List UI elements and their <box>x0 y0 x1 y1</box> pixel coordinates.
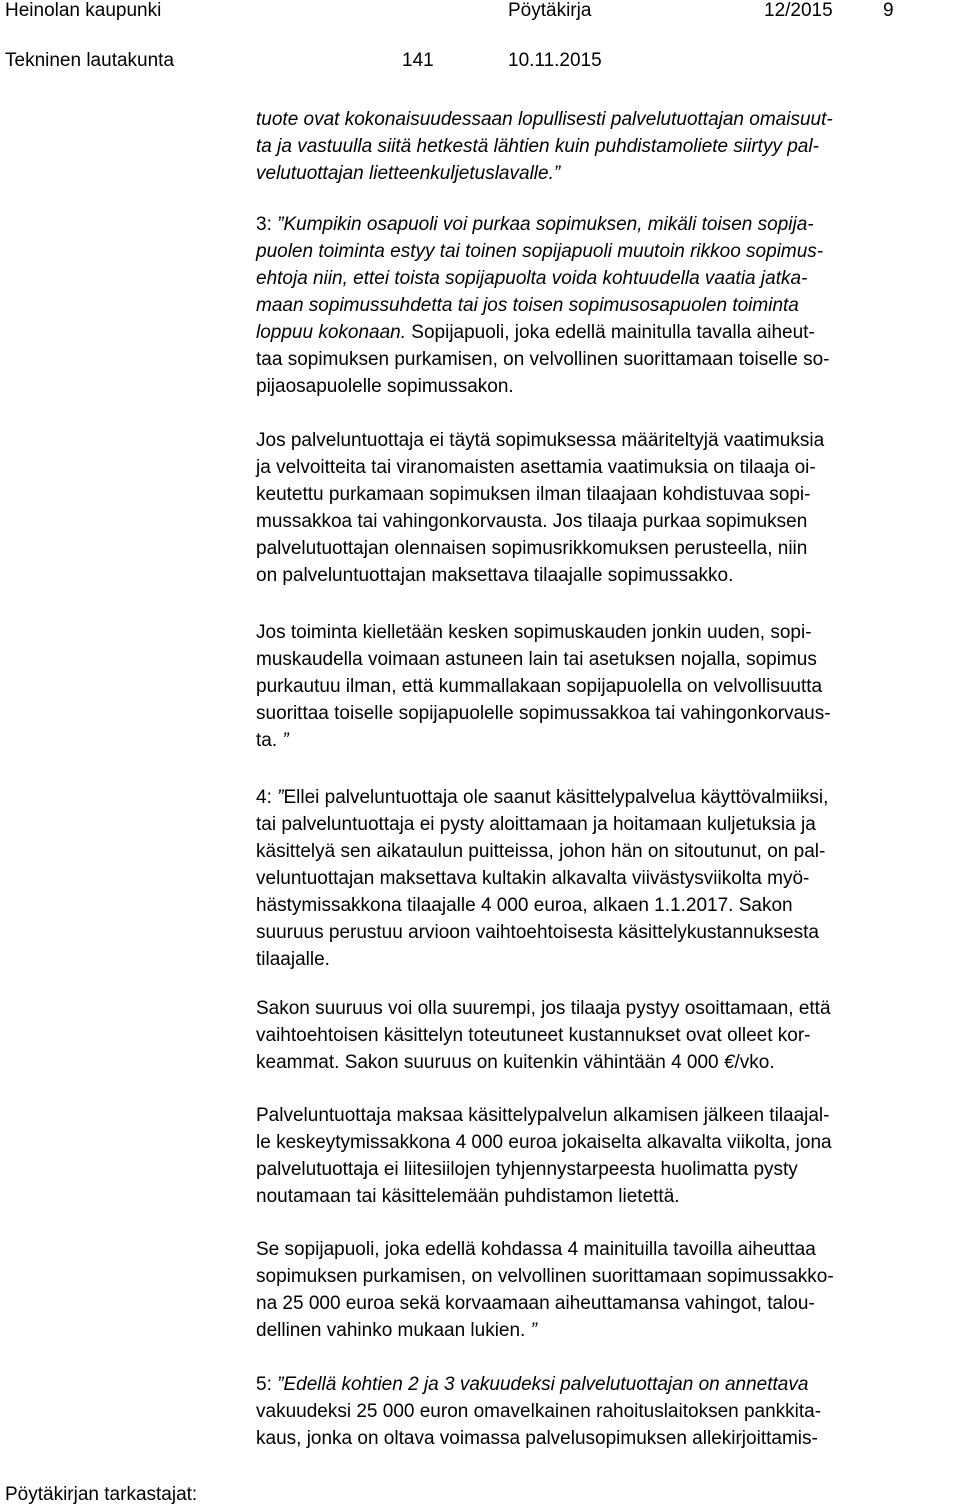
text-line <box>256 1236 816 1263</box>
header-date: 10.11.2015 <box>508 50 602 71</box>
text-segment: € <box>723 1052 735 1073</box>
text-line <box>256 1049 775 1076</box>
text-line <box>256 892 793 919</box>
text-line <box>256 727 289 754</box>
text-segment: vakuudeksi 25 000 euron omavelkainen rahoituslaitoksen pankkita- <box>256 1401 822 1422</box>
text-line <box>256 995 831 1022</box>
text-segment: na 25 000 euroa sekä korvaamaan aiheuttamansa vahingot, talou- <box>256 1293 815 1314</box>
text-line <box>256 1317 537 1344</box>
text-line <box>256 133 819 160</box>
text-line <box>256 646 817 673</box>
text-line <box>256 319 815 346</box>
text-segment: suuruus perustuu arvioon vaihtoehtoisesta käsittelykustannuksesta <box>256 922 819 943</box>
text-line <box>256 265 807 292</box>
header-section: 141 <box>402 50 434 71</box>
text-line <box>256 481 810 508</box>
text-segment: ”Kumpikin osapuoli voi purkaa sopimuksen, mikäli toisen sopija- <box>277 214 814 235</box>
text-segment: ” <box>277 787 284 808</box>
text-line <box>256 1398 821 1425</box>
text-line <box>256 1371 808 1398</box>
header-doc-type: Pöytäkirja <box>508 0 592 21</box>
text-line <box>256 454 816 481</box>
text-segment: pijaosapuolelle sopimussakon. <box>256 376 514 397</box>
text-line <box>256 700 831 727</box>
text-segment: tuote ovat kokonaisuudessaan lopullisesti palvelutuottajan omaisuut- <box>256 109 833 130</box>
text-segment: noutamaan tai käsittelemään puhdistamon lietettä. <box>256 1186 680 1207</box>
text-line <box>256 919 819 946</box>
text-line <box>256 346 829 373</box>
text-line <box>256 838 825 865</box>
text-segment: Ellei palveluntuottaja ole saanut käsittelypalvelua käyttövalmiiksi, <box>283 787 829 808</box>
text-line <box>256 865 809 892</box>
text-segment: puolen toiminta estyy tai toinen sopijapuoli muutoin rikkoo sopimus- <box>256 241 824 262</box>
text-line <box>256 1183 680 1210</box>
text-line <box>256 211 814 238</box>
text-line <box>256 946 330 973</box>
text-segment: /vko. <box>734 1052 775 1073</box>
text-segment: purkautuu ilman, että kummallakaan sopijapuolella on velvollisuutta <box>256 676 823 697</box>
header-board: Tekninen lautakunta <box>5 50 175 71</box>
text-segment: Palveluntuottaja maksaa käsittelypalvelun alkamisen jälkeen tilaajal- <box>256 1105 830 1126</box>
text-segment: hästymissakkona tilaajalle 4 000 euroa, alkaen 1.1.2017. Sakon <box>256 895 793 916</box>
text-segment: on palveluntuottajan maksettava tilaajalle sopimussakko. <box>256 565 734 586</box>
text-segment: ja velvoitteita tai viranomaisten asettamia vaatimuksia on tilaaja oi- <box>256 457 816 478</box>
text-segment: keutettu purkamaan sopimuksen ilman tilaajaan kohdistuvaa sopi- <box>256 484 811 505</box>
text-line <box>256 373 514 400</box>
text-segment: palvelutuottajan olennaisen sopimusrikkomuksen perusteella, niin <box>256 538 808 559</box>
text-line <box>256 811 816 838</box>
text-segment: ta. <box>256 730 278 751</box>
text-line <box>256 1290 815 1317</box>
text-segment: loppuu kokonaan. <box>256 322 407 343</box>
text-line <box>256 1425 818 1452</box>
text-segment: 3: <box>256 214 278 235</box>
text-segment: ” <box>277 730 289 751</box>
text-line <box>256 427 824 454</box>
text-segment: käsittelyä sen aikataulun puitteissa, johon hän on sitoutunut, on pal- <box>256 841 826 862</box>
text-segment: maan sopimussuhdetta tai jos toisen sopimusosapuolen toiminta <box>256 295 799 316</box>
text-segment: veluntuottajan maksettava kultakin alkavalta viivästysviikolta myö- <box>256 868 810 889</box>
text-segment: ehtoja niin, ettei toista sopijapuolta voida kohtuudella vaatia jatka- <box>256 268 808 289</box>
text-line <box>256 1156 798 1183</box>
text-line <box>256 1022 811 1049</box>
text-line <box>256 784 828 811</box>
text-segment: Jos toiminta kielletään kesken sopimuskauden jonkin uuden, sopi- <box>256 622 812 643</box>
text-segment: ta ja vastuulla siitä hetkestä lähtien kuin puhdistamoliete siirtyy pal- <box>256 136 819 157</box>
text-line <box>256 292 799 319</box>
text-line <box>256 160 560 187</box>
text-segment: tilaajalle. <box>256 949 330 970</box>
text-segment: dellinen vahinko mukaan lukien. <box>256 1320 526 1341</box>
text-segment: vaihtoehtoisen käsittelyn toteutuneet kustannukset ovat olleet kor- <box>256 1025 811 1046</box>
header-issue: 12/2015 <box>764 0 833 21</box>
text-segment: Se sopijapuoli, joka edellä kohdassa 4 mainituilla tavoilla aiheuttaa <box>256 1239 816 1260</box>
text-line <box>256 106 833 133</box>
text-segment: suorittaa toiselle sopijapuolelle sopimussakkoa tai vahingonkorvaus- <box>256 703 831 724</box>
text-segment: mussakkoa tai vahingonkorvausta. Jos tilaaja purkaa sopimuksen <box>256 511 808 532</box>
text-line <box>256 619 812 646</box>
text-segment: tai palveluntuottaja ei pysty aloittamaan ja hoitamaan kuljetuksia ja <box>256 814 816 835</box>
text-segment: ”Edellä kohtien 2 ja 3 vakuudeksi palvelutuottajan on annettava <box>277 1374 809 1395</box>
text-segment: sopimuksen purkamisen, on velvollinen suorittamaan sopimussakko- <box>256 1266 834 1287</box>
text-segment: ” <box>525 1320 537 1341</box>
text-line <box>256 535 807 562</box>
text-line <box>256 562 733 589</box>
text-segment: 5: <box>256 1374 278 1395</box>
text-line <box>256 673 822 700</box>
text-line <box>256 1263 834 1290</box>
text-line <box>256 238 823 265</box>
text-line <box>256 1129 832 1156</box>
text-segment: 4: <box>256 787 278 808</box>
text-segment: velutuottajan lietteenkuljetuslavalle.” <box>256 163 561 184</box>
text-line <box>256 1102 829 1129</box>
text-segment: Jos palveluntuottaja ei täytä sopimuksessa määriteltyjä vaatimuksia <box>256 430 825 451</box>
text-segment: muskaudella voimaan astuneen lain tai asetuksen nojalla, sopimus <box>256 649 817 670</box>
text-segment: Sopijapuoli, joka edellä mainitulla tavalla aiheut- <box>406 322 815 343</box>
header-city: Heinolan kaupunki <box>5 0 162 21</box>
text-segment: palvelutuottaja ei liitesiilojen tyhjennystarpeesta huolimatta pysty <box>256 1159 798 1180</box>
footer-reviewers-label: Pöytäkirjan tarkastajat: <box>5 1484 198 1505</box>
text-segment: taa sopimuksen purkamisen, on velvollinen suorittamaan toiselle so- <box>256 349 830 370</box>
header-page-number: 9 <box>883 0 894 21</box>
text-segment: Sakon suuruus voi olla suurempi, jos tilaaja pystyy osoittamaan, että <box>256 998 831 1019</box>
text-segment: le keskeytymissakkona 4 000 euroa jokaiselta alkavalta viikolta, jona <box>256 1132 832 1153</box>
text-segment: keammat. Sakon suuruus on kuitenkin vähintään 4 000 <box>256 1052 724 1073</box>
text-segment: kaus, jonka on oltava voimassa palvelusopimuksen allekirjoittamis- <box>256 1428 818 1449</box>
text-line <box>256 508 807 535</box>
